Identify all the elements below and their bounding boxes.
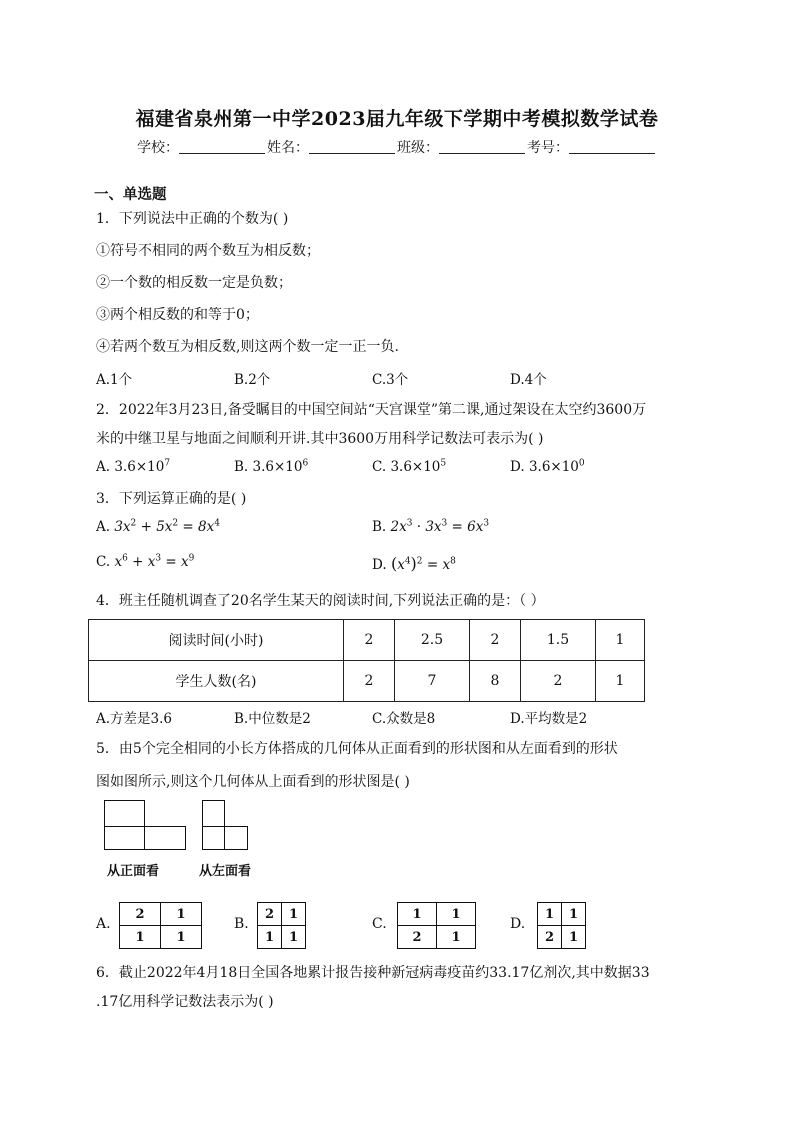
q1-option-a[interactable]: A.1个 — [96, 372, 133, 388]
q5-stem-line1: 5．由5个完全相同的小长方体搭成的几何体从正面看到的形状图和从左面看到的形状 — [96, 741, 618, 757]
grid-cell: 1 — [161, 926, 202, 949]
grid-cell: 1 — [120, 926, 161, 949]
grid-cell: 1 — [562, 926, 586, 949]
grid-cell: 2 — [538, 926, 562, 949]
grid-cell: 2 — [398, 926, 437, 949]
grid-cell: 1 — [258, 926, 282, 949]
option-label: B. — [372, 519, 387, 535]
option-base: 3.6×10 — [114, 459, 165, 475]
class-blank[interactable] — [439, 139, 525, 154]
grid-cell: 1 — [562, 903, 586, 926]
q4-stem: 4．班主任随机调查了20名学生某天的阅读时间,下列说法正确的是：（ ） — [96, 593, 545, 609]
table-cell: 2 — [521, 661, 596, 702]
q1-statement-3: ③两个相反数的和等于0； — [96, 307, 259, 323]
grid-cell: 2 — [120, 903, 161, 926]
q2-stem-line1: 2．2022年3月23日,备受瞩目的中国空间站“天宫课堂”第二课,通过架设在太空约3600万 — [96, 402, 647, 418]
table-cell: 2 — [470, 620, 521, 661]
q1-statement-2: ②一个数的相反数一定是负数； — [96, 275, 292, 291]
table-cell: 2 — [344, 661, 395, 702]
exam-no-label: 考号： — [527, 140, 569, 156]
option-label: B. — [234, 459, 249, 475]
grid-cell: 1 — [437, 903, 476, 926]
front-view-cell — [104, 826, 145, 850]
table-cell: 8 — [470, 661, 521, 702]
student-info-line — [0, 137, 794, 157]
option-exponent: 6 — [302, 458, 309, 469]
q4-option-d[interactable]: D.平均数是2 — [510, 711, 588, 727]
table-cell: 1.5 — [521, 620, 596, 661]
table-cell: 1 — [596, 620, 645, 661]
option-label: D. — [372, 557, 387, 573]
q6-stem-line2: .17亿用科学记数法表示为( ) — [96, 994, 274, 1010]
q5-option-d-label[interactable]: D. — [510, 916, 526, 932]
q5-option-c-grid[interactable] — [397, 902, 476, 949]
table-cell: 2.5 — [395, 620, 470, 661]
q2-stem-line2: 米的中继卫星与地面之间顺利开讲.其中3600万用科学记数法可表示为( ) — [96, 431, 544, 447]
exam-title: 福建省泉州第一中学2023届九年级下学期中考模拟数学试卷 — [135, 108, 659, 130]
q3-stem: 3．下列运算正确的是( ) — [96, 491, 247, 507]
q5-stem-line2: 图如图所示,则这个几何体从上面看到的形状图是( ) — [96, 774, 410, 790]
q5-option-d-grid[interactable] — [537, 902, 586, 949]
front-view-cell — [104, 800, 145, 827]
table-cell: 1 — [596, 661, 645, 702]
q3-option-a[interactable]: A. $3x^2 + 5x^2 = 8x^4$ — [96, 518, 220, 535]
q5-option-a-label[interactable]: A. — [96, 916, 111, 932]
q2-option-b[interactable] — [234, 459, 308, 475]
q2-option-c[interactable] — [372, 459, 446, 475]
q2-option-d[interactable] — [510, 459, 585, 475]
school-blank[interactable] — [179, 139, 265, 154]
option-exponent: 0 — [578, 458, 585, 469]
table-header-cell: 学生人数(名) — [89, 661, 344, 702]
grid-cell: 2 — [258, 903, 282, 926]
option-label: A. — [96, 519, 111, 535]
option-base: 3.6×10 — [528, 459, 579, 475]
q5-option-c-label[interactable]: C. — [372, 916, 387, 932]
front-view-label: 从正面看 — [107, 864, 160, 879]
left-view-cell — [202, 826, 225, 850]
table-row — [89, 620, 645, 661]
q5-option-b-label[interactable]: B. — [234, 916, 249, 932]
option-label: C. — [96, 554, 111, 570]
q5-option-b-grid[interactable] — [257, 902, 306, 949]
q3-option-c[interactable]: C. $x^6 + x^3 = x^9$ — [96, 553, 195, 570]
reading-time-table — [88, 619, 645, 702]
option-label: C. — [372, 459, 387, 475]
q1-statement-1: ①符号不相同的两个数互为相反数； — [96, 243, 320, 259]
left-view-label: 从左面看 — [199, 864, 252, 879]
exam-no-blank[interactable] — [569, 139, 655, 154]
option-label: A. — [96, 459, 111, 475]
name-blank[interactable] — [309, 139, 395, 154]
school-label: 学校： — [137, 140, 179, 156]
grid-cell: 1 — [282, 903, 306, 926]
q1-option-b[interactable]: B.2个 — [234, 372, 271, 388]
q3-option-d[interactable]: D. $(x^4)^2 = x^8$ — [372, 554, 456, 573]
class-label: 班级： — [397, 140, 439, 156]
table-header-cell: 阅读时间(小时) — [89, 620, 344, 661]
option-base: 3.6×10 — [252, 459, 303, 475]
grid-cell: 1 — [398, 903, 437, 926]
q6-stem-line1: 6．截止2022年4月18日全国各地累计报告接种新冠病毒疫苗约33.17亿剂次,其中数据33 — [96, 965, 650, 981]
left-view-cell — [224, 826, 248, 850]
q1-statement-4: ④若两个数互为相反数,则这两个数一定一正一负. — [96, 339, 399, 355]
q1-option-d[interactable]: D.4个 — [510, 372, 547, 388]
q2-option-a[interactable] — [96, 459, 170, 475]
q4-option-c[interactable]: C.众数是8 — [372, 711, 436, 727]
q5-option-a-grid[interactable] — [119, 902, 202, 949]
grid-cell: 1 — [538, 903, 562, 926]
front-view-cell — [144, 826, 186, 850]
option-exponent: 5 — [440, 458, 447, 469]
option-exponent: 7 — [164, 458, 171, 469]
q4-option-b[interactable]: B.中位数是2 — [234, 711, 311, 727]
q1-option-c[interactable]: C.3个 — [372, 372, 409, 388]
q1-stem: 1．下列说法中正确的个数为( ) — [96, 211, 289, 227]
grid-cell: 1 — [437, 926, 476, 949]
section-heading: 一、单选题 — [94, 186, 167, 203]
grid-cell: 1 — [161, 903, 202, 926]
q3-option-b[interactable]: B. $2x^3 \cdot 3x^3 = 6x^3$ — [372, 518, 490, 535]
q4-option-a[interactable]: A.方差是3.6 — [96, 711, 173, 727]
left-view-cell — [202, 800, 225, 827]
table-cell: 7 — [395, 661, 470, 702]
option-label: D. — [510, 459, 525, 475]
grid-cell: 1 — [282, 926, 306, 949]
option-base: 3.6×10 — [390, 459, 441, 475]
table-row — [89, 661, 645, 702]
table-cell: 2 — [344, 620, 395, 661]
name-label: 姓名： — [267, 140, 309, 156]
